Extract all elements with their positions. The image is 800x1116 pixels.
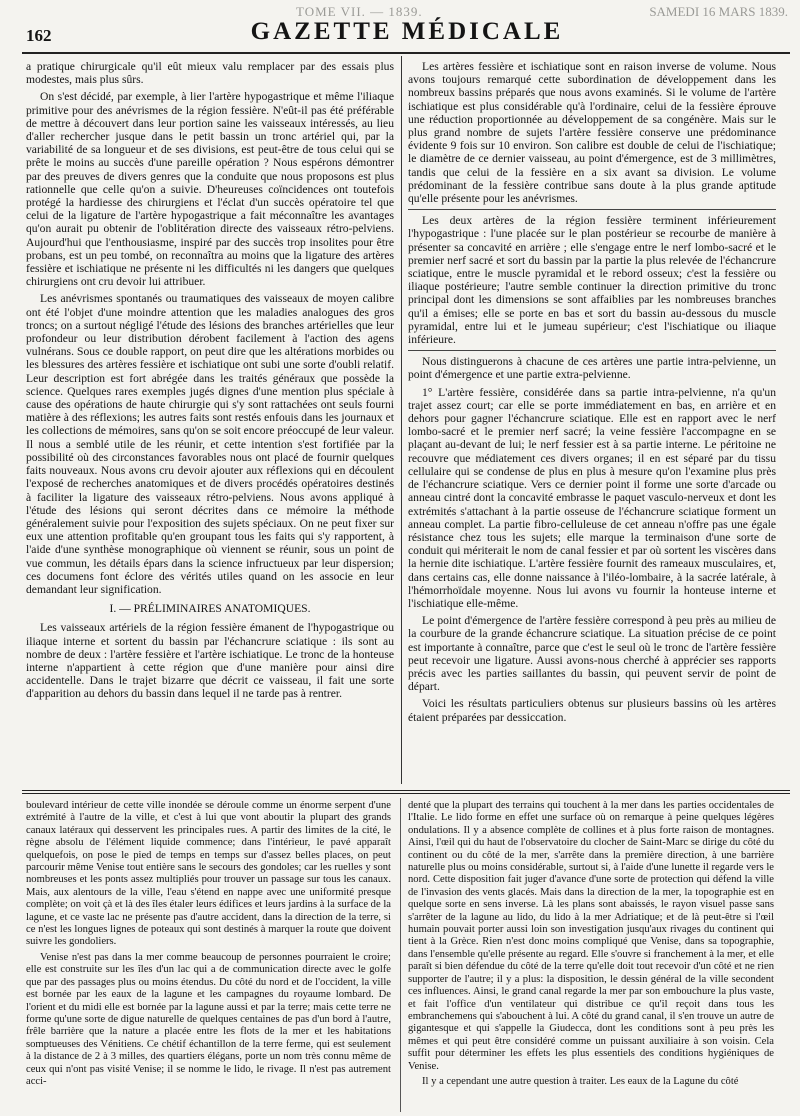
article-paragraph: Nous distinguerons à chacune de ces artères une partie intra-pelvienne, un point d'émergence et une partie extra-pelvienne.	[408, 355, 776, 382]
feuilleton-rule-bottom	[22, 793, 790, 794]
article-left-column	[26, 60, 394, 780]
feuilleton-rule-top	[22, 790, 790, 791]
bleed-through-text-right: SAMEDI 16 MARS 1839.	[649, 4, 788, 19]
article-paragraph: 1° L'artère fessière, considérée dans sa partie intra-pelvienne, n'a qu'un trajet assez court; car elle se porte immédiatement en bas, en arrière et en dehors pour gagner l'échancrure sciatique. Elle est en rapport avec le nerf lombo-sacré et le premier nerf sacré; la veine fessière l'accompagne en se plaçant au-devant de lui; le nerf fessier est à sa partie interne. Le péritoine ne recouvre que médiatement ces divers organes; il en est séparé par du tissu cellulaire qui se condense de plus en plus à mesure qu'on l'examine plus près de l'échancrure sciatique. Vers ce dernier point il forme une sorte d'arcade ou anneau cintré dont la concavité embrasse le paquet vasculo-nerveux et dont les extrémités s'attachant à la partie osseuse de l'échancrure sciatique forment un anneau complet. La partie fibro-celluleuse de cet anneau n'offre pas une égale résistance chez tous les sujets; elle marque la terminaison d'une sorte de conduit qui mériterait le nom de canal fessier et par où sortent les viscères dans la hernie dite ischiatique. L'artère fessière fournit des rameaux musculaires, et, dans certains cas, elle donne naissance à l'iléo-lombaire, à la sacrée latérale, à l'hémorrhoïdale moyenne. Nous lui avons vu fournir la honteuse interne et l'ischiatique elle-même.	[408, 385, 776, 610]
paragraph-rule	[408, 209, 776, 210]
article-paragraph: Les artères fessière et ischiatique sont en raison inverse de volume. Nous avons toujours remarqué cette subordination de développement dans les nombreux bassins préparés que nous avons examinés. Si le volume de l'artère ischiatique est plus considérable qu'à l'ordinaire, celui de la fessière éprouve une réduction proportionnée au développement de sa congénère. Mais sur le plus grand nombre de sujets l'artère fessière conserve une prédominance évidente 9 fois sur 10 environ. Son calibre est double de celui de l'ischiatique; le diamètre de ce dernier vaisseau, au point d'émergence, est de 3 millimètres, tandis que celui de la fessière en a six avant sa division. Le volume prédominant de la fessière contribue sans doute à la plus grande aptitude qu'elle présente pour les anévrismes.	[408, 60, 776, 206]
feuilleton-paragraph: Il y a cependant une autre question à traiter. Les eaux de la Lagune du côté	[422, 1075, 739, 1087]
feuilleton-paragraph: Venise n'est pas dans la mer comme beaucoup de personnes pourraient le croire; elle est construite sur les îles d'un lac qui a de communication directe avec le golfe que par des passages plus ou moins étendus. Du côté du nord et de l'occident, la ville est bornée par les eaux de la lagune et les campagnes du royaume lombard. De l'orient et du midi elle est bornée par la lagune aussi et par la terre; mais cette terre ne forme qu'une sorte de digue naturelle de quelques centaines de pas d'un bord à l'autre, frêle barrière que la nature a placée entre les flots de la mer et les habitations somptueuses des Vénitiens. Ce chétif échantillon de la terre ferme, qui est seulement à la distance de 2 à 3 milles, des quartiers élégans, porte un nom très connu même de ceux qui n'ont pas visité Venise; il se nomme le lido, le rivage. Il n'est pas autrement acci-	[26, 951, 391, 1087]
bleed-through-text: TOME VII. — 1839.	[296, 4, 423, 19]
feuilleton-left-column	[26, 800, 391, 1112]
feuilleton-divider	[400, 798, 401, 1112]
masthead-title: GAZETTE MÉDICALE	[250, 18, 564, 45]
column-divider	[401, 56, 402, 784]
section-heading: I. — PRÉLIMINAIRES ANATOMIQUES.	[109, 602, 311, 616]
article-paragraph: Le point d'émergence de l'artère fessière correspond à peu près au milieu de la courbure de la grande échancrure sciatique. La situation précise de ce point est importante à connaître, parce que c'est le seul où le tronc de l'artère fessière peut recevoir une ligature. Aussi avons-nous cherché à apprécier ses rapports précis avec les parties saillantes du bassin, qui peuvent servir de point de départ.	[408, 614, 776, 694]
feuilleton-paragraph: boulevard intérieur de cette ville inondée se déroule comme un énorme serpent d'une extrémité à l'autre de la ville, et c'est à lui que vont aboutir la plupart des grands canaux latéraux qui desservent les principales rues. A partir des limites de la cité, le règne absolu de l'élément liquide commence; dans l'intérieur, le pavé apparaît quelquefois, on pose le pied de temps en temps sur d'assez belles places, on peut parcourir même Venise tout entière sans le secours des gondoles; car les ruelles y sont nombreuses et les ponts assez multipliés pour trouver un passage sur tous les canaux. Mais, aux alentours de la ville, l'eau s'étend en nappe avec une uniformité presque complète; on voit çà et là des îles étaler leurs édifices et leurs jardins à la surface de la lagune, et ce vaste lac ne présente pas d'autre accident, dans la direction de la terre, si ce n'est les longues lignes de poteaux qui sont destinés à marquer la route que doivent suivre les gondoliers.	[26, 800, 391, 948]
page-number: 162	[26, 26, 52, 45]
article-paragraph: Les anévrismes spontanés ou traumatiques des vaisseaux de moyen calibre ont été l'objet d'une moindre attention que les maladies analogues des gros troncs; on a surtout négligé l'étude des lésions des branches artérielles que leur profondeur ou leur distribution dérobent facilement à l'action des agens vulnérans. Sous ce double rapport, on peut dire que les altérations morbides ou les blessures des artères fessière et ischiatique ont subi une sorte d'oubli relatif. Leur description est fort abrégée dans les traités généraux que possède la science. Quelques rares exemples jugés dignes d'une mention plus spéciale à cause des opérations de haute chirurgie qui s'y sont rattachées ont seuls fourni matière à des réflexions; les autres faits sont restés enfouis dans les journaux et les collections de mémoires, sans qu'on se soit encore préoccupé de leur valeur. Il nous a semblé utile de les réunir, et cette intention s'est fortifiée par la possibilité où des circonstances favorables nous ont placé de fournir quelques faits nouveaux. Nous avons cru devoir ajouter aux réflexions qui en découlent l'exposé de recherches anatomiques et de divers procédés opératoires destinés à faciliter la ligature des vaisseaux rétro-pelviens. Nous avons appliqué à l'étude des lésions qui seront décrites dans ce mémoire la méthode généralement suivie pour l'exposition des sujets spéciaux. On ne peut fixer sur eux une attention profitable qu'en groupant tous les faits qui s'y rapportent, à l'aide d'une synthèse monographique où viennent se réunir, sous un point de vue commun, les détails épars dans la science infructueux par leur dispersion; ces documens font éclore des vérités utiles quand on les associe en leur demandant leur signification.	[26, 292, 394, 596]
feuilleton-right-column	[408, 800, 774, 1112]
page-header	[26, 4, 788, 48]
article-paragraph: a pratique chirurgicale qu'il eût mieux valu remplacer par des essais plus modestes, mais plus sûrs.	[26, 60, 394, 87]
article-right-column	[408, 60, 776, 768]
article-paragraph: Les deux artères de la région fessière terminent inférieurement l'hypogastrique : l'une placée sur le plan postérieur se recourbe de manière à présenter sa concavité en arrière ; elle s'engage entre le nerf lombo-sacré et le premier nerf sacré et sort du bassin par la partie la plus relevée de l'échancrure sciatique, entre le muscle pyramidal et le rebord osseux; c'est la fessière ou iliaque postérieure; l'autre semble continuer la direction primitive du tronc principal dont les dimensions se sont affaiblies par les nombreuses branches qu'il a émises; elle se porte en bas et sort du bassin au-dessous du muscle pyramidal, entre lui et le jumeau supérieur; c'est l'ischiatique ou iliaque inférieure.	[408, 214, 776, 347]
article-paragraph: Voici les résultats particuliers obtenus sur plusieurs bassins où les artères étaient préparées par dessiccation.	[408, 697, 776, 724]
feuilleton-paragraph: denté que la plupart des terrains qui touchent à la mer dans les parties occidentales de l'Italie. Le lido forme en effet une surface où on remarque à peine quelques légères ondulations. Il y a absence complète de collines et à plus forte raison de montagnes. Ainsi, l'œil qui du haut de l'observatoire du clocher de Saint-Marc se dirige du côté du continent ou du côté de la mer, s'arrête dans la première direction, à une barrière naturelle plus ou moins considérable, surtout si, à l'aide d'une lunette il regarde vers le nord. Cette disposition fait juger d'avance d'une sorte de protection qui défend la ville de l'invasion des vents glacés. Mais dans la direction de la mer, la topographie est en quelque sorte en sens inverse. Là les plans sont abaissés, le rayon visuel passe sans s'arrêter de la lagune au lido, du lido à la mer Adriatique; et de là peut-être si l'œil humain pouvait porter aussi loin son investigation jusqu'aux rivages du continent qui tient à la Grèce. Rien n'est donc moins compliqué que Venise, dans sa topographie, dans l'ensemble qu'elle présente au regard. Elle s'ouvre si franchement à la mer, et elle paraît si bien défendue du côté de la terre qu'elle doit tout recevoir d'un côté et ne rien supporter de l'autre; il y a plus: la disposition, le dessin général de la ville secondent ces influences. Ainsi, le grand canal regarde la mer par son embouchure la plus vaste, et fait l'office d'un ventilateur qui distribue ce qu'il reçoit dans tous les embranchemens qui s'abouchent à lui. A côté du grand canal, il s'en trouve un autre de gigantesque et qui s'appelle la Giudecca, dont les conditions sont à peu près les mêmes et qui peut être considéré comme un puissant auxiliaire à son voisin. Cela suffit pour déterminer les effets les plus essentiels des conditions hygiéniques de Venise.	[408, 800, 774, 1072]
article-paragraph: On s'est décidé, par exemple, à lier l'artère hypogastrique et même l'iliaque primitive pour des anévrismes de la région fessière. N'eût-il pas été préférable de mettre à découvert dans leur portion saine les vaisseaux intéressés, au lieu d'aller rechercher jusque dans le petit bassin un tronc artériel qui, par la variabilité de sa longueur et de ses divisions, est peut-être de tous celui qui se prête le moins au succès d'une pareille opération ? Nous espérons démontrer par des preuves de divers genres que la conduite que nous proposons est plus rationnelle que celle qu'on a suivie. D'heureuses coïncidences ont toutefois protégé la hardiesse des chirurgiens et l'éclat d'un succès opératoire tel que celui de la ligature de l'artère hypogastrique a fait méconnaître les avantages qu'on aurait pu obtenir de l'oblitération directe des vaisseaux rétro-pelviens. Aujourd'hui que l'enthousiasme, inspiré par des succès trop insolites pour être probans, est un peu tombé, on reconnaîtra au moins que la ligature des artères fessière et ischiatique ne présente ni les difficultés ni les dangers que quelques chirurgiens ont cru devoir lui attribuer.	[26, 90, 394, 289]
article-paragraph: Les vaisseaux artériels de la région fessière émanent de l'hypogastrique ou iliaque interne et sortent du bassin par l'échancrure sciatique : ils sont au nombre de deux : l'artère fessière et l'artère ischiatique. Le tronc de la honteuse interne n'appartient à cette région que d'une manière pour ainsi dire accidentelle. Dans le trajet bizarre que décrit ce vaisseau, il fait une sorte d'apparition au dehors du bassin dans lequel il ne tarde pas à rentrer.	[26, 621, 394, 701]
header-rule	[22, 52, 790, 54]
paragraph-rule	[408, 350, 776, 351]
